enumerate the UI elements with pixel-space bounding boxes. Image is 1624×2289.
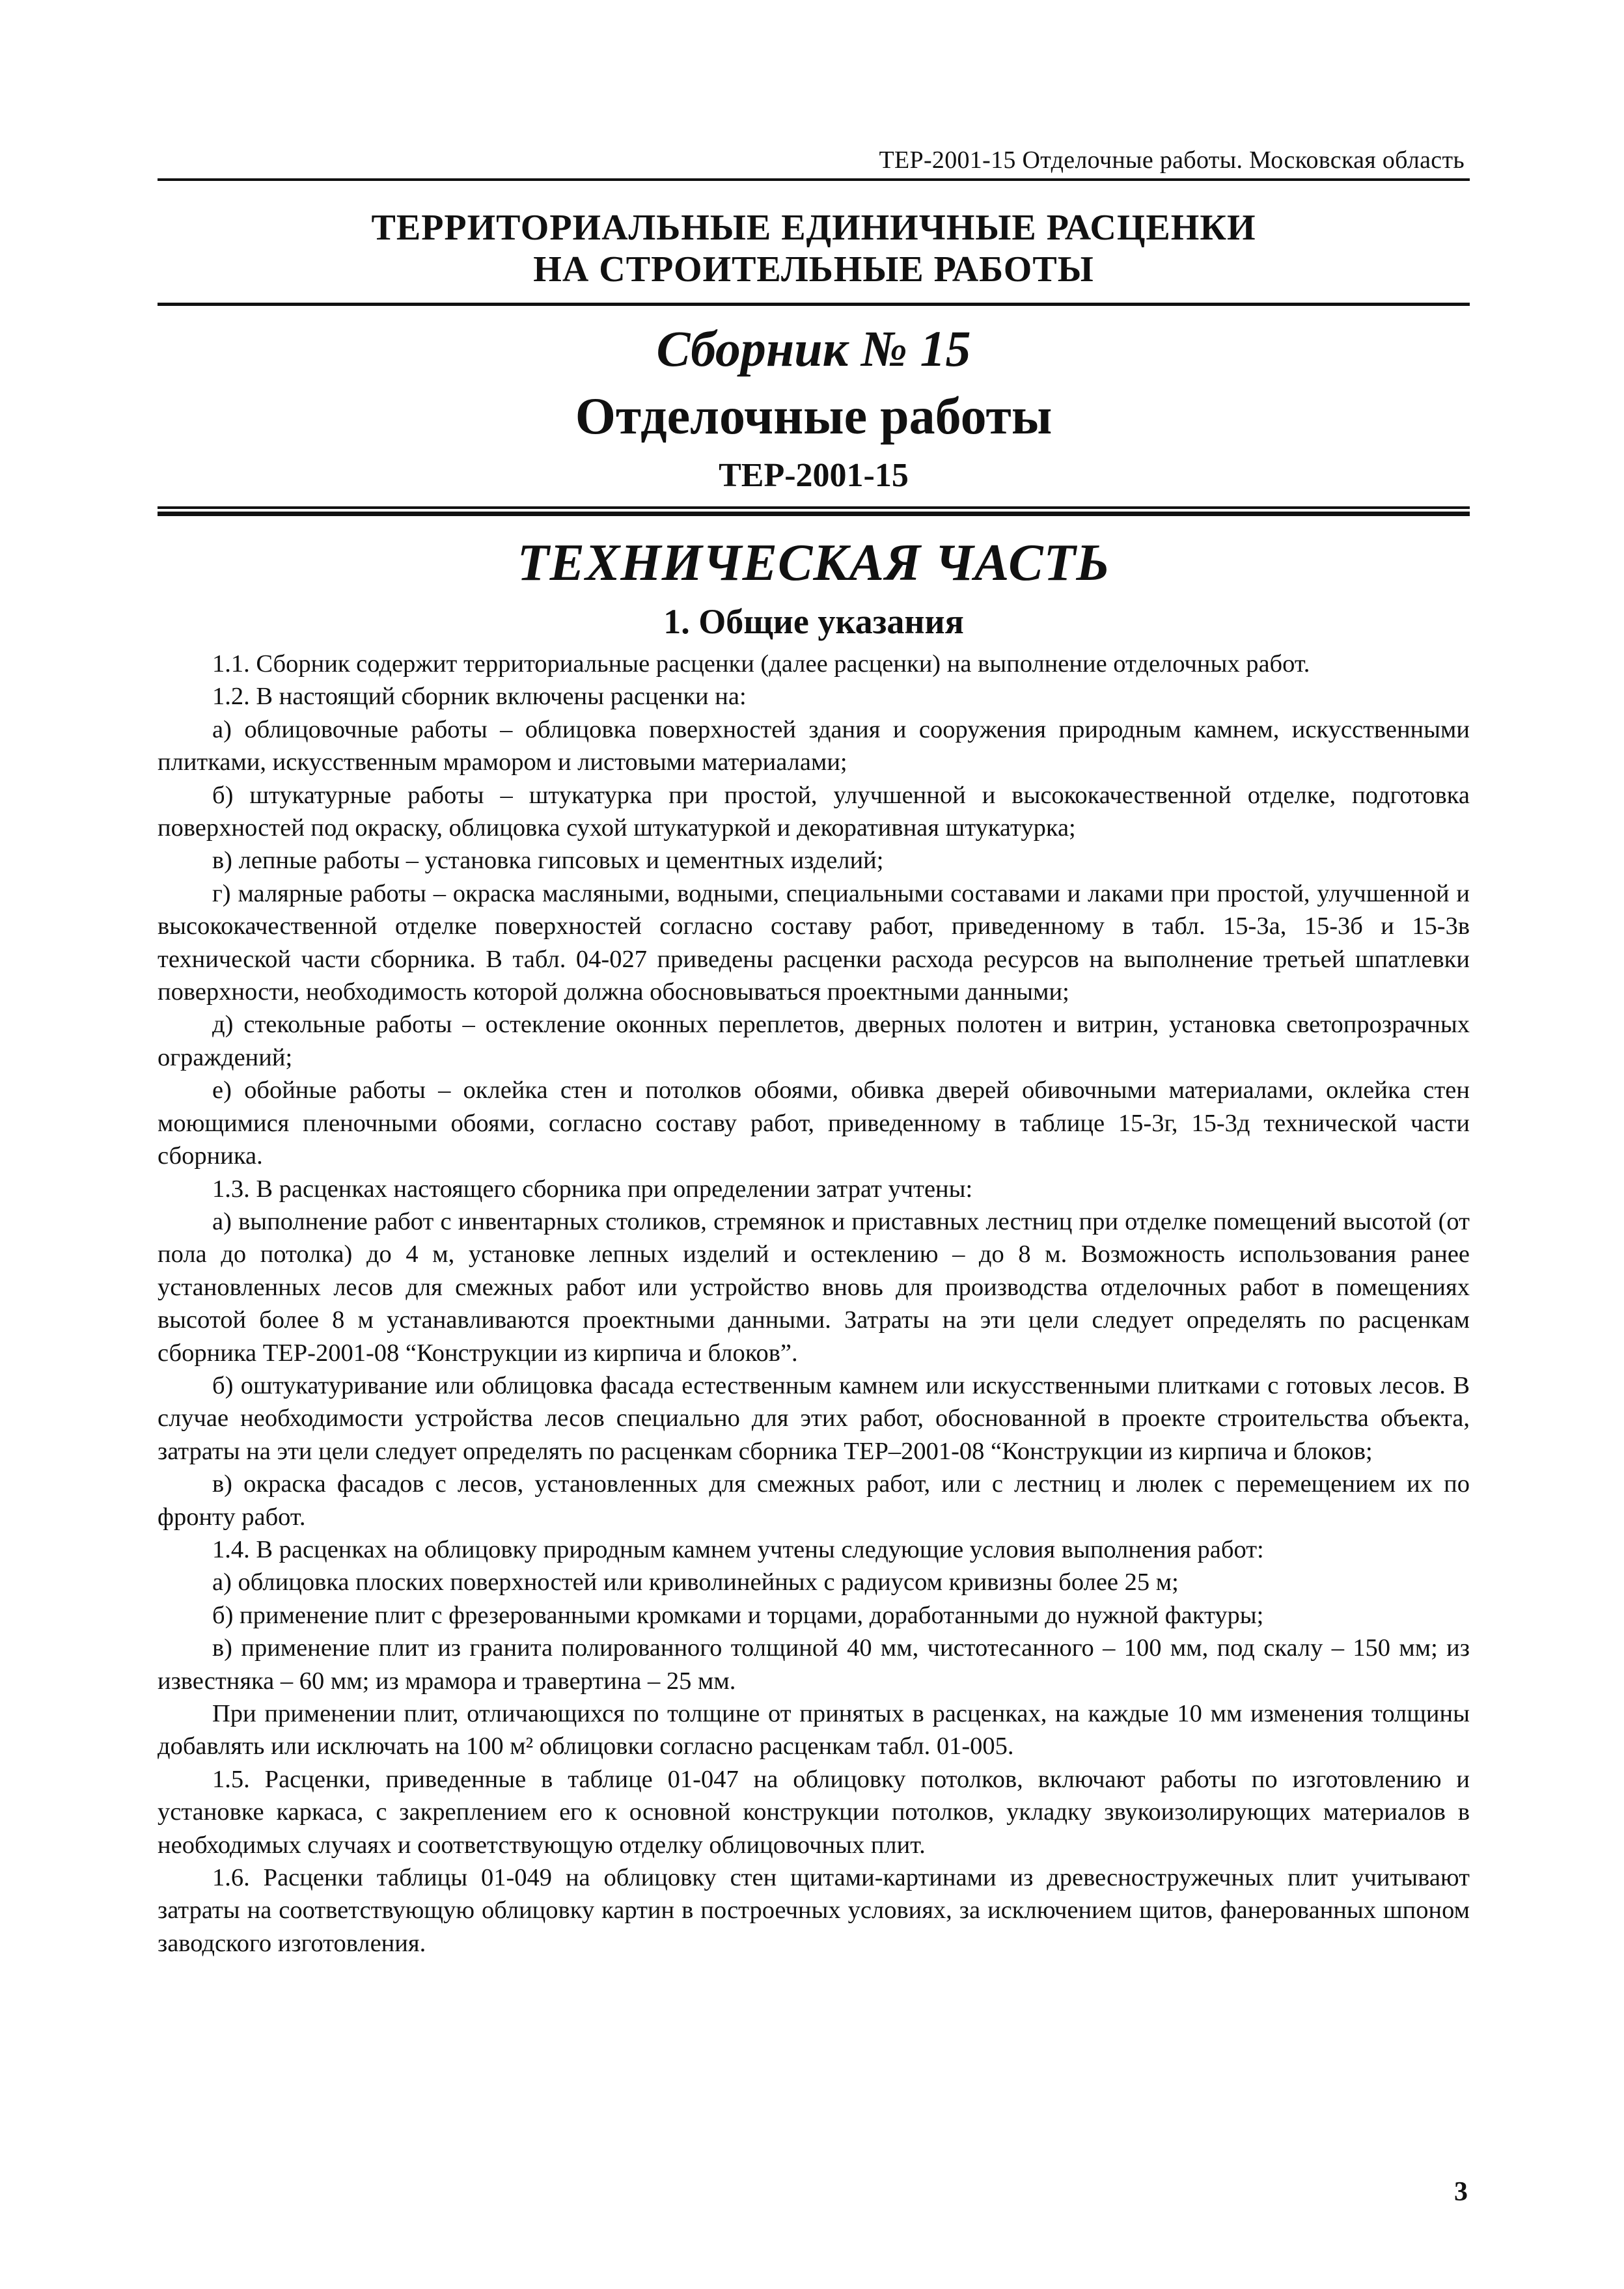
- paragraph-1-2: 1.2. В настоящий сборник включены расценки на:: [212, 683, 747, 711]
- document-title: [158, 207, 1470, 290]
- document-title-line-2: НА СТРОИТЕЛЬНЫЕ РАБОТЫ: [533, 249, 1094, 290]
- paragraph-1-1: 1.1. Сборник содержит территориальные расценки (далее расценки) на выполнение отделочных работ.: [212, 650, 1310, 678]
- paragraph-1-4-b: б) применение плит с фрезерованными кромками и торцами, доработанными до нужной фактуры;: [212, 1601, 1264, 1629]
- paragraph-1-4-note: При применении плит, отличающихся по толщине от принятых в расценках, на каждые 10 мм изменения толщины добавлять или исключать на 100 м² облицовки согласно расценкам табл. 01-005.: [158, 1700, 1470, 1761]
- technical-part-heading: ТЕХНИЧЕСКАЯ ЧАСТЬ: [517, 534, 1110, 592]
- paragraph-1-3-v: в) окраска фасадов с лесов, установленных для смежных работ, или с лестниц и люлек с перемещением их по фронту работ.: [158, 1470, 1470, 1531]
- paragraph-1-2-b: б) штукатурные работы – штукатурка при простой, улучшенной и высококачественной отделке, подготовка поверхностей под окраску, облицовка сухой штукатуркой и декоративная штукатурка;: [158, 781, 1470, 842]
- paragraph-1-4-a: а) облицовка плоских поверхностей или криволинейных с радиусом кривизны более 25 м;: [212, 1569, 1179, 1597]
- header-rule: [158, 178, 1470, 181]
- paragraph-1-4: 1.4. В расценках на облицовку природным камнем учтены следующие условия выполнения работ:: [212, 1535, 1264, 1563]
- section-title: Отделочные работы: [575, 388, 1053, 445]
- page-number: 3: [1454, 2177, 1468, 2207]
- double-rule-bottom: [158, 512, 1470, 516]
- paragraph-1-2-v: в) лепные работы – установка гипсовых и цементных изделий;: [212, 847, 884, 875]
- collection-title: Сборник № 15: [656, 320, 971, 377]
- paragraph-1-2-a: а) облицовочные работы – облицовка поверхностей здания и сооружения природным камнем, искусственными плитками, искусственным мрамором и листовыми материалами;: [158, 715, 1470, 776]
- document-title-line-1: ТЕРРИТОРИАЛЬНЫЕ ЕДИНИЧНЫЕ РАСЦЕНКИ: [371, 208, 1256, 248]
- double-rule-top: [158, 506, 1470, 509]
- paragraph-1-3-a: а) выполнение работ с инвентарных столиков, стремянок и приставных лестниц при отделке помещений высотой (от пола до потолка) до 4 м, установке лепных изделий и остеклению – до 8 м. Возможность использования ранее установленных лесов для смежных работ или устройство вновь для производства отделочных работ в помещениях высотой более 8 м устанавливаются проектными данными. Затраты на эти цели следует определять по расценкам сборника ТЕР-2001-08 “Конструкции из кирпича и блоков”.: [158, 1207, 1470, 1367]
- paragraph-1-6: 1.6. Расценки таблицы 01-049 на облицовку стен щитами-картинами из древесностружечных плит учитывают затраты на соответствующую облицовку картин в построечных условиях, за исключением щитов, фанерованных шпоном заводского изготовления.: [158, 1864, 1470, 1957]
- document-code: ТЕР-2001-15: [719, 457, 909, 494]
- paragraph-1-2-g: г) малярные работы – окраска масляными, водными, специальными составами и лаками при простой, улучшенной и высококачественной отделке поверхностей согласно составу работ, приведенному в табл. 15-3а, 15-3б и 15-3в технической части сборника. В табл. 04-027 приведены расценки расхода ресурсов на выполнение третьей шпатлевки поверхности, необходимость которой должна обосновываться проектными данными;: [158, 879, 1470, 1006]
- body-text: [158, 648, 1470, 1960]
- paragraph-1-4-v: в) применение плит из гранита полированного толщиной 40 мм, чистотесанного – 100 мм, под скалу – 150 мм; из известняка – 60 мм; из мрамора и травертина – 25 мм.: [158, 1634, 1470, 1695]
- paragraph-1-3-b: б) оштукатуривание или облицовка фасада естественным камнем или искусственными плитками с готовых лесов. В случае необходимости устройства лесов специально для этих работ, обоснованной в проекте строительства объекта, затраты на эти цели следует определять по расценкам сборника ТЕР–2001-08 “Конструкции из кирпича и блоков;: [158, 1371, 1470, 1465]
- paragraph-1-2-e: е) обойные работы – оклейка стен и потолков обоями, обивка дверей обивочными материалами, оклейка стен моющимися пленочными обоями, согласно составу работ, приведенному в таблице 15-3г, 15-3д технической части сборника.: [158, 1076, 1470, 1170]
- general-instructions-heading: 1. Общие указания: [663, 602, 964, 641]
- paragraph-1-5: 1.5. Расценки, приведенные в таблице 01-047 на облицовку потолков, включают работы по изготовлению и установке каркаса, с закреплением его к основной конструкции потолков, укладку звукоизолирующих материалов в необходимых случаях и соответствующую отделку облицовочных плит.: [158, 1765, 1470, 1859]
- title-rule: [158, 303, 1470, 306]
- paragraph-1-2-d: д) стекольные работы – остекление оконных переплетов, дверных полотен и витрин, установка светопрозрачных ограждений;: [158, 1011, 1470, 1071]
- running-header: ТЕР-2001-15 Отделочные работы. Московская область: [879, 146, 1465, 174]
- paragraph-1-3: 1.3. В расценках настоящего сборника при определении затрат учтены:: [212, 1175, 973, 1203]
